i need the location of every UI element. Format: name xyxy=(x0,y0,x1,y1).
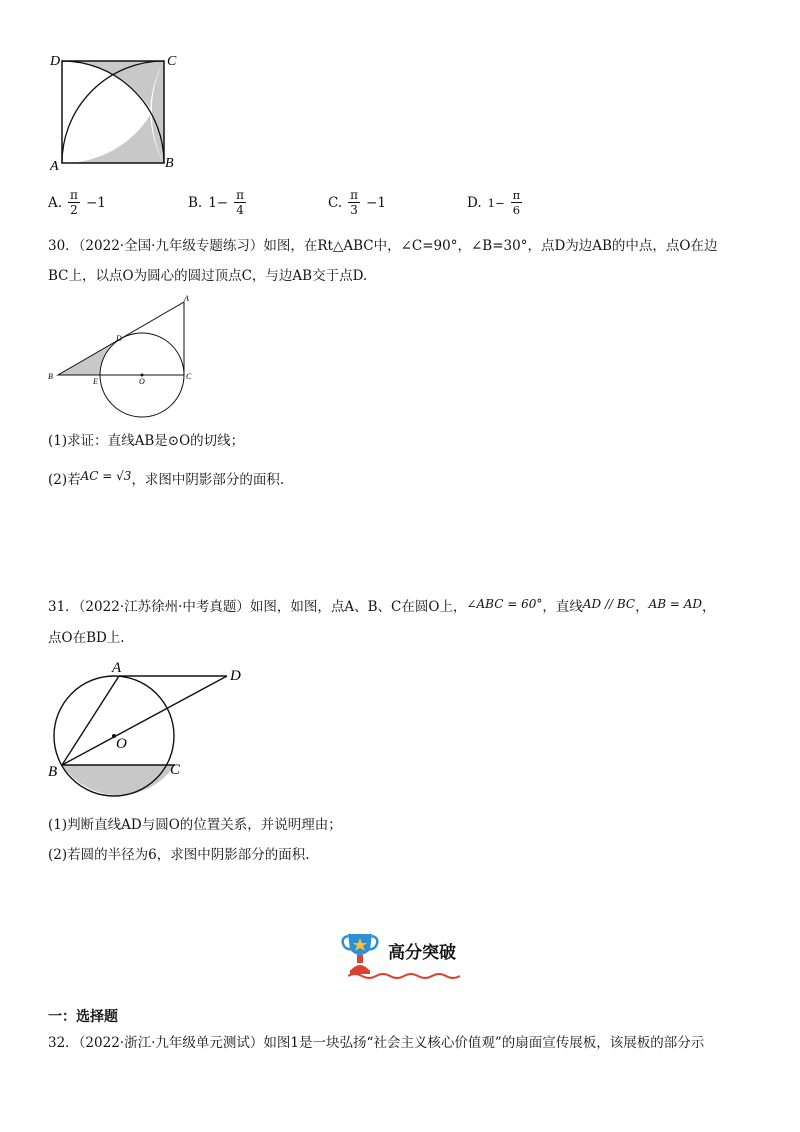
fraction: $\frac{\pi}{2}$ xyxy=(70,188,78,217)
fig29-label-D: D xyxy=(50,54,61,69)
banner-title: 高分突破 xyxy=(388,943,456,963)
fig30-label-C: C xyxy=(186,372,192,381)
fraction: $\frac{\pi}{6}$ xyxy=(512,188,521,217)
fig30-label-A: A xyxy=(184,294,189,303)
q31-line2: 点O在BD上. xyxy=(48,630,125,646)
fig30-label-B: B xyxy=(48,372,53,381)
fig30-label-E: E xyxy=(93,377,98,386)
fig31-label-O: O xyxy=(116,736,127,752)
q30-sub1: (1)求证：直线AB是⊙O的切线； xyxy=(48,433,245,449)
fig30-label-D: D xyxy=(116,334,122,343)
fraction: $\frac{\pi}{4}$ xyxy=(236,188,245,217)
fig31-label-D: D xyxy=(230,668,241,684)
option-A: A. $\frac{\pi}{2}$ −1 xyxy=(48,188,106,217)
section-banner xyxy=(340,930,465,980)
q31-sub1: (1)判断直线AD与圆O的位置关系，并说明理由； xyxy=(48,817,342,833)
section-heading: 一：选择题 xyxy=(48,1009,118,1025)
fig29-label-C: C xyxy=(167,54,177,69)
fig29-label-A: A xyxy=(50,159,59,174)
figure-30-triangle-circle xyxy=(40,290,210,425)
math-ac-sqrt3: AC = √3 xyxy=(80,469,132,483)
option-C: C. $\frac{\pi}{3}$ −1 xyxy=(328,188,386,217)
q30-sub2: (2)若AC = √3，求图中阴影部分的面积. xyxy=(48,469,285,488)
q31-line1: 31．（2022·江苏徐州·中考真题）如图，如图，点A、B、C在圆O上，∠ABC = 60°，直线AD // BC，AB = AD， xyxy=(48,597,716,615)
fig29-label-B: B xyxy=(165,156,174,171)
option-B: B. 1− $\frac{\pi}{4}$ xyxy=(188,188,245,217)
q32-line1: 32．（2022·浙江·九年级单元测试）如图1是一块弘扬“社会主义核心价值观”的扇面宣传展板，该展板的部分示 xyxy=(48,1035,705,1051)
q31-sub2: (2)若圆的半径为6，求图中阴影部分的面积. xyxy=(48,847,310,863)
banner-underline xyxy=(348,972,460,980)
fraction: $\frac{\pi}{3}$ xyxy=(350,188,359,217)
fig31-label-A: A xyxy=(112,660,122,676)
q30-line1: 30．（2022·全国·九年级专题练习）如图，在Rt△ABC中，∠C=90°，∠B=30°，点D为边AB的中点，点O在边 xyxy=(48,238,718,254)
q30-line2: BC上，以点O为圆心的圆过顶点C，与边AB交于点D. xyxy=(48,268,368,284)
option-D: D. 1− $\frac{\pi}{6}$ xyxy=(467,188,521,217)
trophy-icon xyxy=(340,930,380,976)
fig31-label-C: C xyxy=(170,762,181,778)
fig31-label-B: B xyxy=(48,764,58,780)
figure-31-circle-lines xyxy=(40,652,260,812)
fig30-label-O: O xyxy=(139,377,145,386)
figure-29-square-arcs xyxy=(40,45,180,180)
